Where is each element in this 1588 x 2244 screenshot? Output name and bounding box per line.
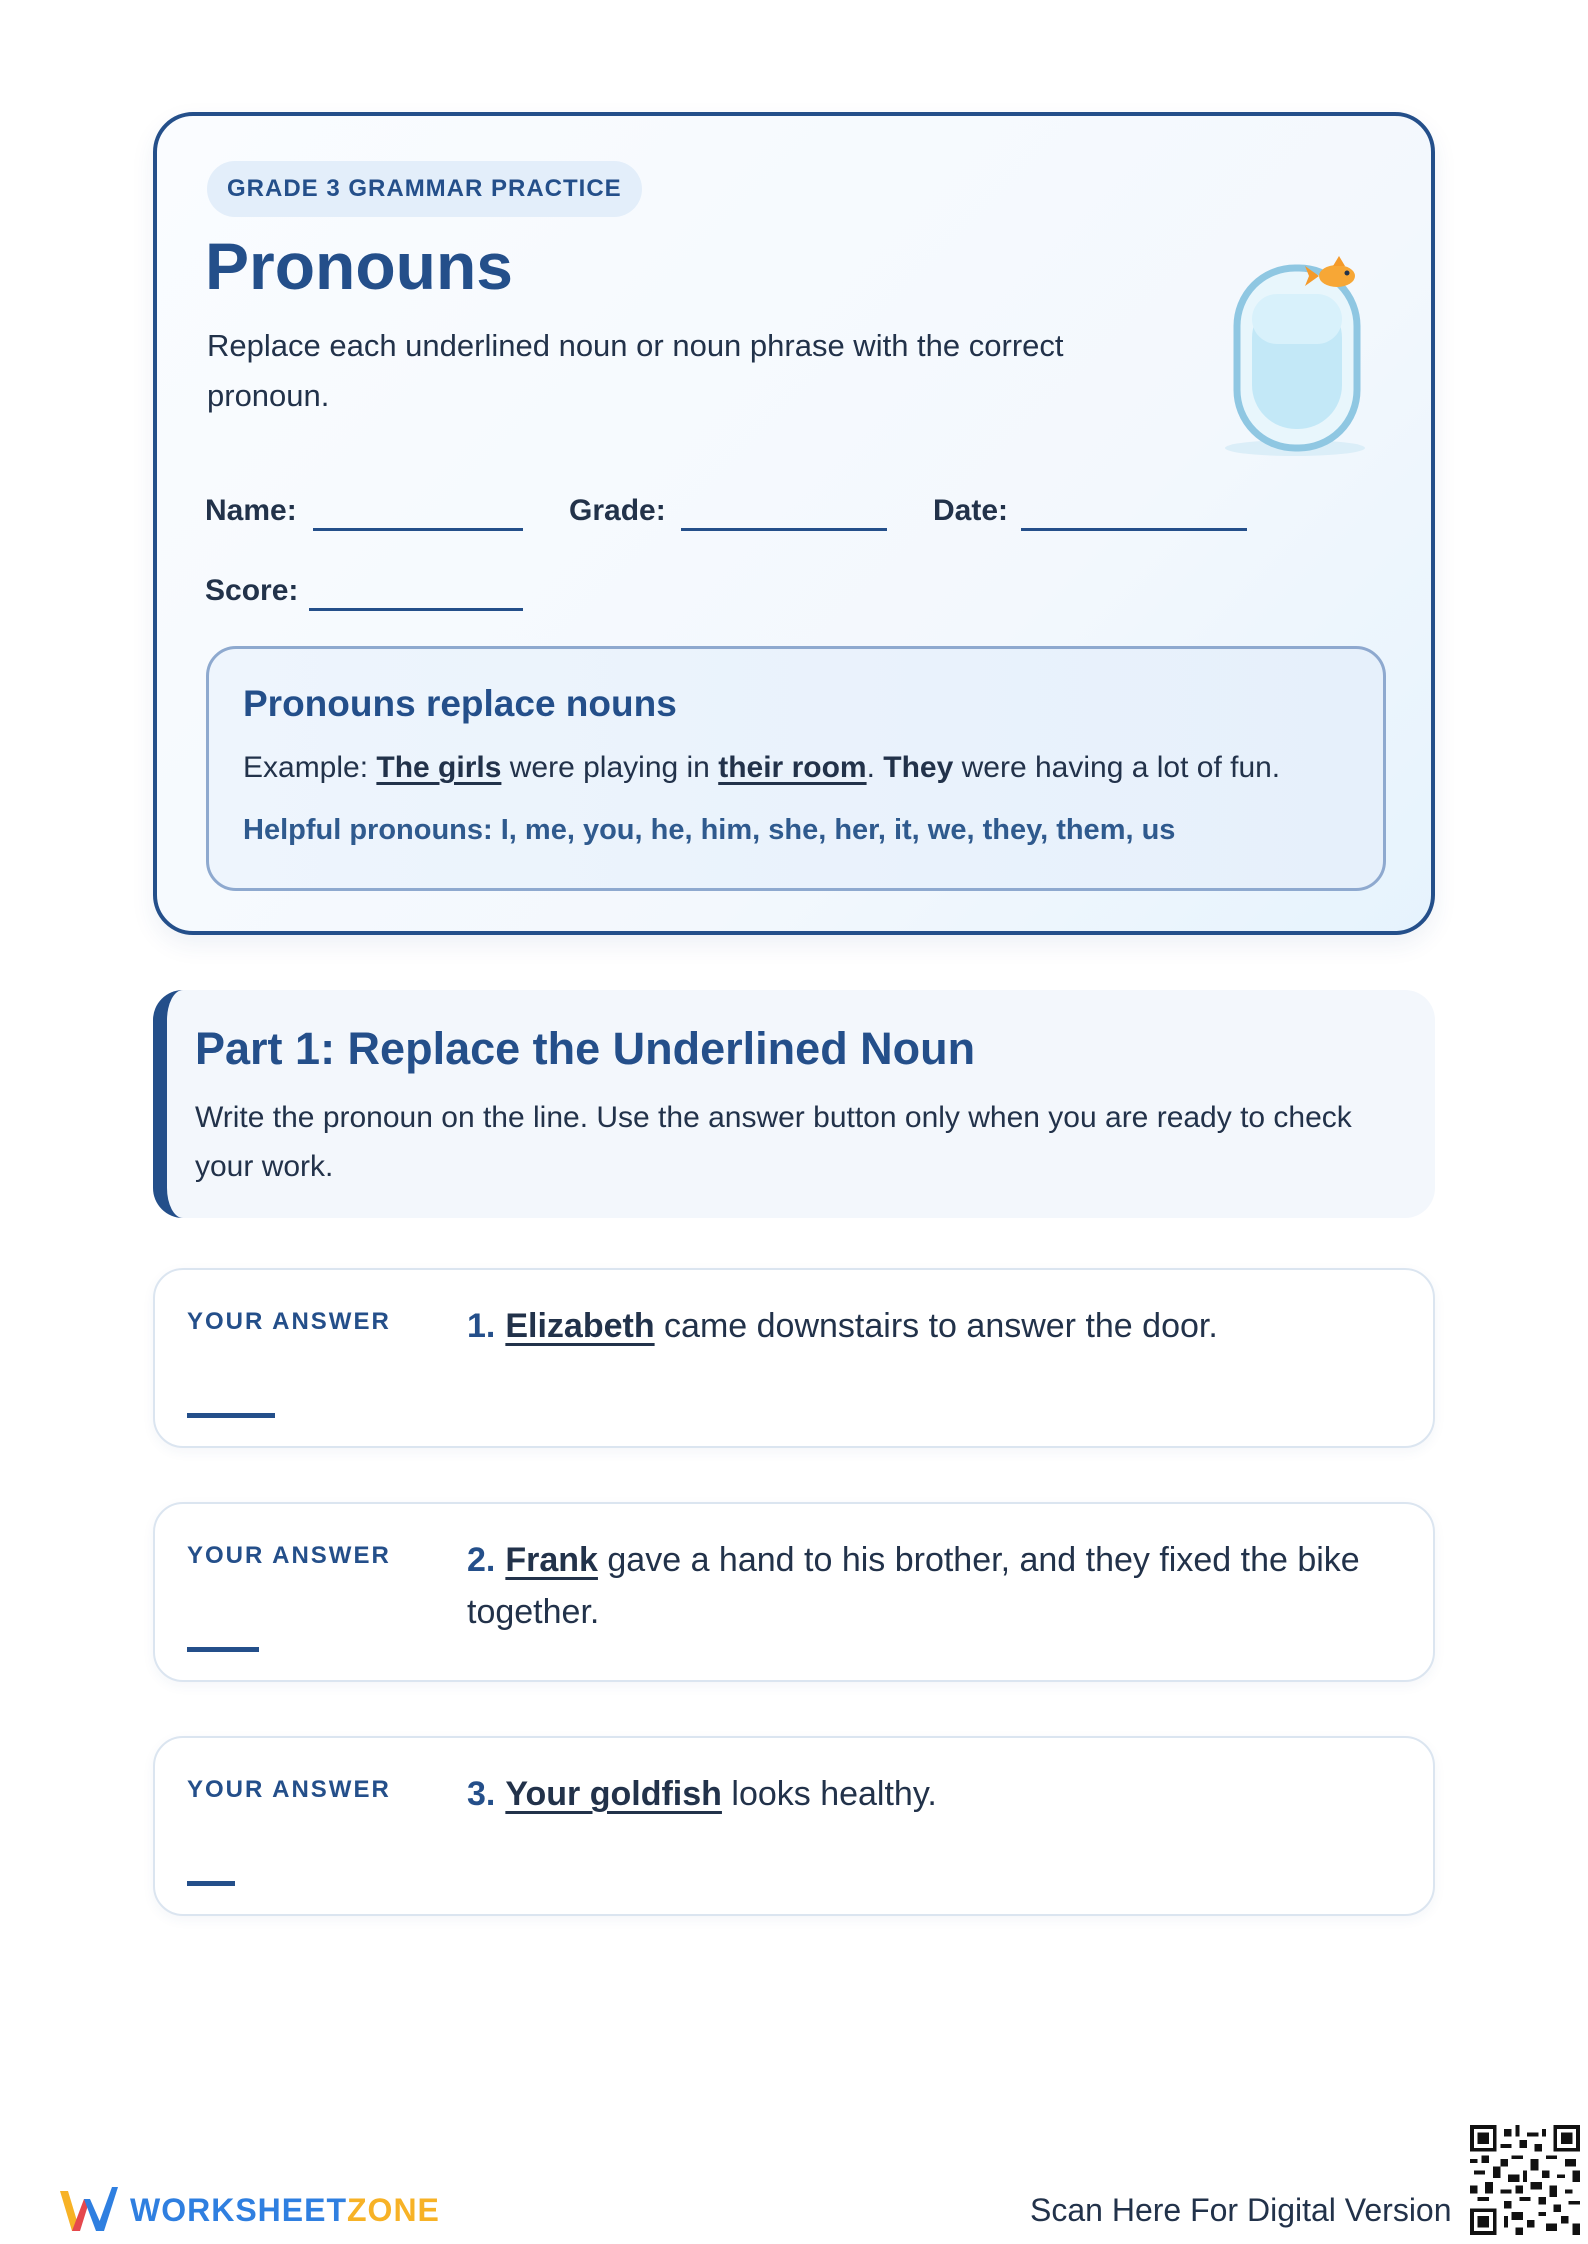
example-pronoun: They: [883, 751, 954, 784]
your-answer-label: YOUR ANSWER: [187, 1776, 391, 1803]
question-text: [467, 1300, 1407, 1352]
underlined-noun: Frank: [505, 1541, 598, 1579]
example-noun: their room: [718, 751, 867, 784]
answer-field[interactable]: [187, 1413, 275, 1418]
score-label: Score:: [205, 574, 299, 607]
part-1-title: Part 1: Replace the Underlined Noun: [195, 1023, 976, 1074]
underlined-noun: Your goldfish: [505, 1775, 722, 1813]
question-number: 1.: [467, 1307, 496, 1345]
example-text: were having a lot of fun.: [953, 751, 1281, 784]
date-label: Date:: [933, 494, 1009, 527]
your-answer-label: YOUR ANSWER: [187, 1308, 391, 1335]
worksheetzone-logo-icon: [58, 2183, 118, 2237]
header-card: [153, 112, 1435, 935]
example-text: .: [866, 751, 884, 784]
grade-field[interactable]: [681, 528, 887, 531]
question-rest: came downstairs to answer the door.: [654, 1307, 1218, 1345]
your-answer-label: YOUR ANSWER: [187, 1542, 391, 1569]
question-text: [467, 1768, 1407, 1820]
question-text: [467, 1534, 1407, 1638]
grade-badge: GRADE 3 GRAMMAR PRACTICE: [207, 161, 642, 217]
part-1-header: [153, 990, 1435, 1218]
name-field[interactable]: [313, 528, 523, 531]
score-field[interactable]: [309, 608, 523, 611]
question-rest: looks healthy.: [721, 1775, 937, 1813]
helpful-pronouns: Helpful pronouns: I, me, you, he, him, she, her, it, we, they, them, us: [243, 814, 1176, 846]
question-card: [153, 1268, 1435, 1448]
question-card: [153, 1736, 1435, 1916]
answer-field[interactable]: [187, 1647, 259, 1652]
qr-code[interactable]: [1470, 2125, 1580, 2235]
name-label: Name:: [205, 494, 297, 527]
underlined-noun: Elizabeth: [505, 1307, 655, 1345]
worksheetzone-logo[interactable]: [58, 2183, 440, 2237]
scan-text: Scan Here For Digital Version: [1030, 2192, 1452, 2228]
example-noun: The girls: [376, 751, 502, 784]
question-number: 2.: [467, 1541, 496, 1579]
rule-box: [206, 646, 1386, 891]
example-prefix: Example:: [243, 751, 377, 784]
rule-title: Pronouns replace nouns: [243, 683, 677, 724]
example-text: were playing in: [501, 751, 719, 784]
question-number: 3.: [467, 1775, 496, 1813]
rule-example: [243, 751, 1280, 785]
fishbowl-icon: [1197, 176, 1397, 456]
question-card: [153, 1502, 1435, 1682]
answer-field[interactable]: [187, 1881, 235, 1886]
grade-label: Grade:: [569, 494, 666, 527]
date-field[interactable]: [1021, 528, 1247, 531]
question-rest: gave a hand to his brother, and they fixed the bike together.: [467, 1541, 1360, 1631]
logo-text: WORKSHEETZONE: [130, 2191, 440, 2228]
page-title: Pronouns: [205, 229, 513, 303]
part-1-instructions: Write the pronoun on the line. Use the answer button only when you are ready to check your work.: [195, 1101, 1352, 1183]
worksheet-instructions: Replace each underlined noun or noun phrase with the correct pronoun.: [207, 328, 1064, 413]
